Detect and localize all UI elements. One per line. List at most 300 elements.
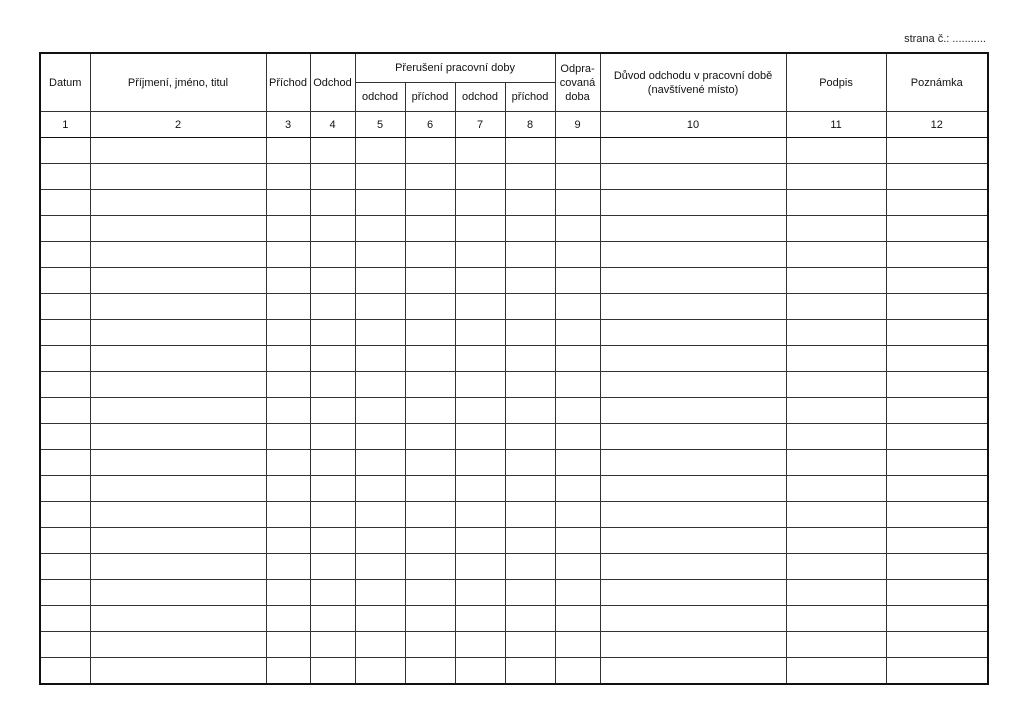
entry-cell[interactable]	[786, 138, 886, 164]
entry-cell[interactable]	[266, 606, 310, 632]
entry-cell[interactable]	[90, 346, 266, 372]
entry-cell[interactable]	[266, 424, 310, 450]
entry-cell[interactable]	[555, 398, 600, 424]
entry-cell[interactable]	[600, 632, 786, 658]
header-poznamka: Poznámka	[886, 53, 988, 112]
entry-cell[interactable]	[455, 242, 505, 268]
entry-cell[interactable]	[455, 606, 505, 632]
entry-cell[interactable]	[355, 502, 405, 528]
entry-cell[interactable]	[505, 164, 555, 190]
entry-cell[interactable]	[405, 268, 455, 294]
entry-cell[interactable]	[786, 528, 886, 554]
entry-cell[interactable]	[266, 528, 310, 554]
entry-cell[interactable]	[886, 320, 988, 346]
entry-cell[interactable]	[405, 346, 455, 372]
entry-cell[interactable]	[600, 372, 786, 398]
entry-cell[interactable]	[355, 450, 405, 476]
header-sub-prichod-2: příchod	[505, 83, 555, 112]
entry-cell[interactable]	[40, 216, 90, 242]
entry-cell[interactable]	[310, 424, 355, 450]
entry-cell[interactable]	[90, 320, 266, 346]
entry-cell[interactable]	[786, 164, 886, 190]
entry-cell[interactable]	[310, 216, 355, 242]
entry-cell[interactable]	[40, 450, 90, 476]
entry-cell[interactable]	[310, 164, 355, 190]
entry-cell[interactable]	[90, 294, 266, 320]
entry-cell[interactable]	[90, 632, 266, 658]
entry-cell[interactable]	[455, 190, 505, 216]
entry-cell[interactable]	[600, 138, 786, 164]
entry-cell[interactable]	[455, 476, 505, 502]
entry-cell[interactable]	[600, 502, 786, 528]
entry-cell[interactable]	[455, 658, 505, 685]
entry-cell[interactable]	[505, 294, 555, 320]
entry-cell[interactable]	[555, 658, 600, 685]
entry-cell[interactable]	[355, 372, 405, 398]
entry-cell[interactable]	[886, 554, 988, 580]
entry-cell[interactable]	[600, 346, 786, 372]
entry-cell[interactable]	[310, 242, 355, 268]
page-number-label: strana č.:	[904, 33, 950, 45]
entry-cell[interactable]	[405, 502, 455, 528]
entry-cell[interactable]	[505, 502, 555, 528]
entry-cell[interactable]	[310, 372, 355, 398]
entry-cell[interactable]	[266, 216, 310, 242]
table-row	[40, 294, 988, 320]
entry-cell[interactable]	[455, 632, 505, 658]
entry-cell[interactable]	[455, 216, 505, 242]
entry-cell[interactable]	[405, 164, 455, 190]
entry-cell[interactable]	[266, 450, 310, 476]
entry-cell[interactable]	[886, 268, 988, 294]
entry-cell[interactable]	[505, 528, 555, 554]
entry-cell[interactable]	[886, 450, 988, 476]
entry-cell[interactable]	[355, 190, 405, 216]
attendance-sheet	[39, 52, 989, 685]
entry-cell[interactable]	[505, 216, 555, 242]
column-number: 5	[355, 112, 405, 138]
entry-cell[interactable]	[405, 294, 455, 320]
entry-cell[interactable]	[90, 528, 266, 554]
entry-cell[interactable]	[40, 294, 90, 320]
entry-cell[interactable]	[310, 632, 355, 658]
entry-cell[interactable]	[786, 606, 886, 632]
entry-cell[interactable]	[786, 320, 886, 346]
header-duvod-line-2: (navštívené místo)	[647, 83, 739, 96]
entry-cell[interactable]	[886, 606, 988, 632]
entry-cell[interactable]	[405, 138, 455, 164]
entry-cell[interactable]	[355, 606, 405, 632]
entry-cell[interactable]	[555, 268, 600, 294]
entry-cell[interactable]	[600, 476, 786, 502]
entry-cell[interactable]	[40, 580, 90, 606]
entry-cell[interactable]	[505, 554, 555, 580]
entry-cell[interactable]	[455, 398, 505, 424]
entry-cell[interactable]	[886, 294, 988, 320]
entry-cell[interactable]	[355, 580, 405, 606]
entry-cell[interactable]	[310, 268, 355, 294]
entry-cell[interactable]	[455, 528, 505, 554]
entry-cell[interactable]	[600, 216, 786, 242]
entry-cell[interactable]	[505, 476, 555, 502]
entry-cell[interactable]	[555, 294, 600, 320]
entry-cell[interactable]	[886, 138, 988, 164]
entry-cell[interactable]	[455, 554, 505, 580]
entry-cell[interactable]	[886, 346, 988, 372]
entry-cell[interactable]	[555, 138, 600, 164]
entry-cell[interactable]	[355, 658, 405, 685]
entry-cell[interactable]	[600, 294, 786, 320]
entry-cell[interactable]	[786, 398, 886, 424]
table-row	[40, 502, 988, 528]
entry-cell[interactable]	[40, 190, 90, 216]
table-row	[40, 242, 988, 268]
entry-cell[interactable]	[455, 450, 505, 476]
entry-cell[interactable]	[355, 138, 405, 164]
entry-cell[interactable]	[90, 138, 266, 164]
column-number: 4	[310, 112, 355, 138]
entry-cell[interactable]	[266, 164, 310, 190]
entry-cell[interactable]	[505, 424, 555, 450]
entry-cell[interactable]	[310, 502, 355, 528]
entry-cell[interactable]	[266, 190, 310, 216]
entry-cell[interactable]	[555, 554, 600, 580]
entry-cell[interactable]	[505, 346, 555, 372]
entry-cell[interactable]	[600, 242, 786, 268]
entry-cell[interactable]	[310, 476, 355, 502]
entry-cell[interactable]	[555, 528, 600, 554]
entry-cell[interactable]	[405, 580, 455, 606]
column-number: 10	[600, 112, 786, 138]
entry-cell[interactable]	[555, 476, 600, 502]
header-sub-odchod-2: odchod	[455, 83, 505, 112]
entry-cell[interactable]	[455, 424, 505, 450]
entry-cell[interactable]	[405, 372, 455, 398]
entry-cell[interactable]	[310, 346, 355, 372]
entry-cell[interactable]	[886, 216, 988, 242]
entry-cell[interactable]	[355, 164, 405, 190]
entry-cell[interactable]	[355, 554, 405, 580]
table-row	[40, 606, 988, 632]
entry-cell[interactable]	[90, 554, 266, 580]
entry-cell[interactable]	[555, 424, 600, 450]
table-row	[40, 346, 988, 372]
entry-cell[interactable]	[786, 294, 886, 320]
entry-cell[interactable]	[310, 580, 355, 606]
entry-cell[interactable]	[505, 450, 555, 476]
entry-cell[interactable]	[600, 320, 786, 346]
entry-cell[interactable]	[90, 424, 266, 450]
entry-cell[interactable]	[786, 216, 886, 242]
entry-cell[interactable]	[886, 424, 988, 450]
entry-cell[interactable]	[505, 658, 555, 685]
entry-cell[interactable]	[355, 320, 405, 346]
header-prichod: Příchod	[266, 53, 310, 112]
entry-cell[interactable]	[555, 320, 600, 346]
entry-cell[interactable]	[786, 424, 886, 450]
entry-cell[interactable]	[786, 554, 886, 580]
entry-cell[interactable]	[455, 294, 505, 320]
entry-cell[interactable]	[90, 190, 266, 216]
entry-cell[interactable]	[555, 242, 600, 268]
entry-cell[interactable]	[555, 632, 600, 658]
column-number: 2	[90, 112, 266, 138]
entry-cell[interactable]	[90, 242, 266, 268]
entry-cell[interactable]	[355, 528, 405, 554]
entry-cell[interactable]	[90, 164, 266, 190]
entry-cell[interactable]	[90, 658, 266, 685]
entry-cell[interactable]	[455, 346, 505, 372]
table-row	[40, 164, 988, 190]
entry-cell[interactable]	[266, 632, 310, 658]
entry-cell[interactable]	[505, 398, 555, 424]
entry-cell[interactable]	[310, 606, 355, 632]
table-row	[40, 528, 988, 554]
entry-cell[interactable]	[90, 502, 266, 528]
entry-cell[interactable]	[40, 398, 90, 424]
entry-cell[interactable]	[455, 268, 505, 294]
table-row	[40, 580, 988, 606]
entry-cell[interactable]	[40, 554, 90, 580]
entry-cell[interactable]	[455, 372, 505, 398]
entry-cell[interactable]	[310, 450, 355, 476]
entry-cell[interactable]	[555, 216, 600, 242]
column-number: 1	[40, 112, 90, 138]
entry-cell[interactable]	[405, 606, 455, 632]
header-preruseni: Přerušení pracovní doby	[355, 53, 555, 83]
entry-cell[interactable]	[405, 450, 455, 476]
entry-cell[interactable]	[786, 346, 886, 372]
entry-cell[interactable]	[786, 502, 886, 528]
entry-cell[interactable]	[600, 268, 786, 294]
header-odpracovana-line-1: Odpra-	[560, 62, 595, 75]
entry-cell[interactable]	[40, 268, 90, 294]
entry-cell[interactable]	[886, 476, 988, 502]
entry-cell[interactable]	[505, 320, 555, 346]
entry-cell[interactable]	[600, 528, 786, 554]
entry-cell[interactable]	[405, 190, 455, 216]
entry-cell[interactable]	[405, 554, 455, 580]
entry-cell[interactable]	[310, 398, 355, 424]
entry-cell[interactable]	[886, 632, 988, 658]
table-row	[40, 632, 988, 658]
entry-cell[interactable]	[600, 554, 786, 580]
entry-cell[interactable]	[555, 190, 600, 216]
entry-cell[interactable]	[786, 190, 886, 216]
entry-cell[interactable]	[266, 138, 310, 164]
entry-cell[interactable]	[40, 164, 90, 190]
entry-cell[interactable]	[40, 528, 90, 554]
entry-cell[interactable]	[886, 190, 988, 216]
entry-cell[interactable]	[455, 138, 505, 164]
entry-cell[interactable]	[40, 372, 90, 398]
entry-cell[interactable]	[355, 424, 405, 450]
entry-cell[interactable]	[40, 320, 90, 346]
header-sub-prichod-1: příchod	[405, 83, 455, 112]
entry-cell[interactable]	[786, 476, 886, 502]
entry-cell[interactable]	[310, 190, 355, 216]
column-number: 12	[886, 112, 988, 138]
entry-cell[interactable]	[555, 164, 600, 190]
entry-cell[interactable]	[405, 632, 455, 658]
entry-cell[interactable]	[40, 346, 90, 372]
entry-cell[interactable]	[40, 658, 90, 685]
entry-cell[interactable]	[266, 242, 310, 268]
entry-cell[interactable]	[266, 268, 310, 294]
entry-cell[interactable]	[310, 320, 355, 346]
entry-cell[interactable]	[355, 216, 405, 242]
entry-cell[interactable]	[40, 242, 90, 268]
entry-cell[interactable]	[355, 476, 405, 502]
entry-cell[interactable]	[600, 424, 786, 450]
entry-cell[interactable]	[90, 372, 266, 398]
entry-cell[interactable]	[310, 528, 355, 554]
table-row	[40, 476, 988, 502]
entry-cell[interactable]	[266, 320, 310, 346]
entry-cell[interactable]	[886, 502, 988, 528]
entry-cell[interactable]	[786, 268, 886, 294]
entry-cell[interactable]	[455, 164, 505, 190]
entry-cell[interactable]	[266, 346, 310, 372]
entry-cell[interactable]	[886, 164, 988, 190]
entry-cell[interactable]	[886, 580, 988, 606]
entry-cell[interactable]	[405, 424, 455, 450]
header-odpracovana	[555, 53, 600, 112]
entry-cell[interactable]	[505, 606, 555, 632]
table-row	[40, 268, 988, 294]
column-number: 3	[266, 112, 310, 138]
entry-cell[interactable]	[355, 398, 405, 424]
entry-cell[interactable]	[355, 268, 405, 294]
entry-cell[interactable]	[266, 580, 310, 606]
entry-cell[interactable]	[600, 398, 786, 424]
entry-cell[interactable]	[90, 476, 266, 502]
entry-cell[interactable]	[600, 606, 786, 632]
header-odchod: Odchod	[310, 53, 355, 112]
entry-cell[interactable]	[555, 502, 600, 528]
entry-cell[interactable]	[40, 632, 90, 658]
entry-cell[interactable]	[405, 320, 455, 346]
entry-cell[interactable]	[786, 242, 886, 268]
entry-cell[interactable]	[405, 528, 455, 554]
entry-cell[interactable]	[600, 450, 786, 476]
entry-cell[interactable]	[266, 372, 310, 398]
entry-cell[interactable]	[355, 632, 405, 658]
column-number: 8	[505, 112, 555, 138]
entry-cell[interactable]	[266, 658, 310, 685]
header-sub-odchod-1: odchod	[355, 83, 405, 112]
entry-cell[interactable]	[90, 216, 266, 242]
entry-cell[interactable]	[505, 190, 555, 216]
entry-cell[interactable]	[786, 632, 886, 658]
column-number: 11	[786, 112, 886, 138]
table-row	[40, 554, 988, 580]
entry-cell[interactable]	[266, 502, 310, 528]
entry-cell[interactable]	[886, 398, 988, 424]
entry-cell[interactable]	[600, 658, 786, 685]
entry-cell[interactable]	[310, 294, 355, 320]
table-row	[40, 424, 988, 450]
entry-cell[interactable]	[310, 554, 355, 580]
entry-cell[interactable]	[405, 216, 455, 242]
entry-cell[interactable]	[555, 450, 600, 476]
entry-cell[interactable]	[505, 268, 555, 294]
entry-cell[interactable]	[310, 658, 355, 685]
entry-cell[interactable]	[455, 580, 505, 606]
entry-cell[interactable]	[555, 346, 600, 372]
column-number: 6	[405, 112, 455, 138]
header-duvod-line-1: Důvod odchodu v pracovní době	[613, 69, 773, 82]
entry-cell[interactable]	[90, 606, 266, 632]
column-number: 7	[455, 112, 505, 138]
entry-cell[interactable]	[90, 580, 266, 606]
entry-cell[interactable]	[886, 658, 988, 685]
entry-cell[interactable]	[555, 606, 600, 632]
entry-cell[interactable]	[886, 528, 988, 554]
entry-cell[interactable]	[600, 190, 786, 216]
entry-cell[interactable]	[355, 242, 405, 268]
entry-cell[interactable]	[40, 424, 90, 450]
entry-cell[interactable]	[455, 320, 505, 346]
entry-cell[interactable]	[505, 138, 555, 164]
entry-cell[interactable]	[505, 372, 555, 398]
table-row	[40, 320, 988, 346]
entry-cell[interactable]	[266, 294, 310, 320]
entry-cell[interactable]	[505, 580, 555, 606]
entry-cell[interactable]	[505, 242, 555, 268]
header-duvod	[600, 53, 786, 112]
entry-cell[interactable]	[405, 242, 455, 268]
table-row	[40, 398, 988, 424]
entry-cell[interactable]	[786, 580, 886, 606]
entry-cell[interactable]	[505, 632, 555, 658]
entry-cell[interactable]	[266, 554, 310, 580]
entry-cell[interactable]	[886, 242, 988, 268]
entry-cell[interactable]	[90, 450, 266, 476]
entry-cell[interactable]	[266, 476, 310, 502]
entry-cell[interactable]	[600, 580, 786, 606]
entry-cell[interactable]	[40, 138, 90, 164]
entry-cell[interactable]	[405, 476, 455, 502]
header-podpis: Podpis	[786, 53, 886, 112]
entry-cell[interactable]	[886, 372, 988, 398]
entry-cell[interactable]	[266, 398, 310, 424]
entry-cell[interactable]	[786, 450, 886, 476]
table-row	[40, 216, 988, 242]
table-row	[40, 450, 988, 476]
entry-cell[interactable]	[40, 606, 90, 632]
entry-cell[interactable]	[90, 398, 266, 424]
entry-cell[interactable]	[355, 294, 405, 320]
header-name: Příjmení, jméno, titul	[90, 53, 266, 112]
header-odpracovana-line-3: doba	[565, 90, 590, 103]
entry-cell[interactable]	[455, 502, 505, 528]
entry-cell[interactable]	[40, 502, 90, 528]
entry-cell[interactable]	[310, 138, 355, 164]
entry-cell[interactable]	[555, 372, 600, 398]
header-odpracovana-line-2: covaná	[559, 76, 596, 89]
entry-cell[interactable]	[90, 268, 266, 294]
entry-cell[interactable]	[40, 476, 90, 502]
entry-cell[interactable]	[405, 398, 455, 424]
entry-cell[interactable]	[786, 372, 886, 398]
entry-cell[interactable]	[786, 658, 886, 685]
table-row	[40, 138, 988, 164]
entry-cell[interactable]	[405, 658, 455, 685]
entry-cell[interactable]	[600, 164, 786, 190]
entry-cell[interactable]	[555, 580, 600, 606]
entry-cell[interactable]	[355, 346, 405, 372]
